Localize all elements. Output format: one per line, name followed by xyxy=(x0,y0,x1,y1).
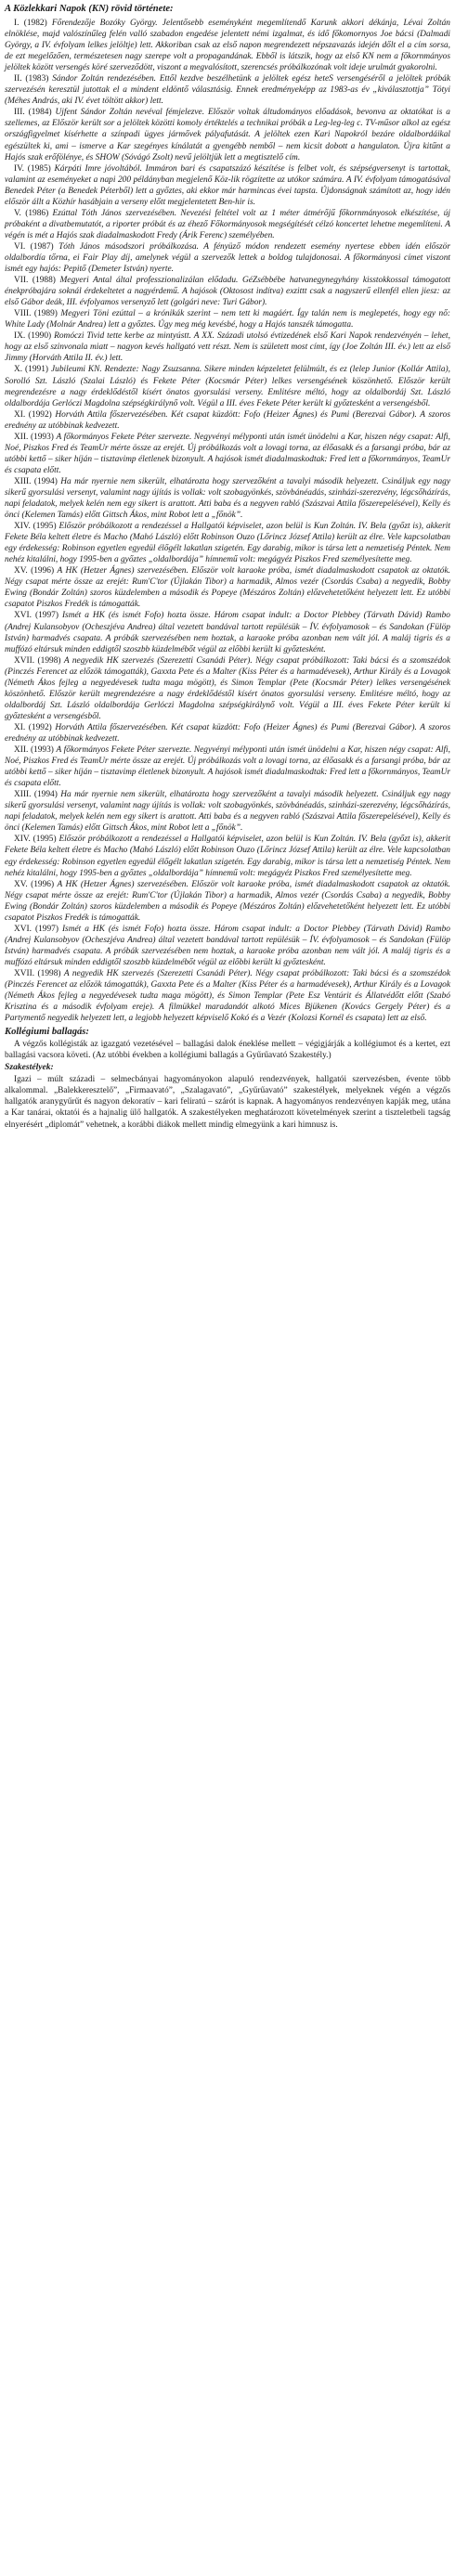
entry-text: Ezúttal Tóth János szervezésében. Nevezési feltétel volt az 1 méter átmérőjű főkornmányosok elkészítése, új próbaként a divatbemutatót, a riporter próbát és az éhező Főkormányosok megségítését célzó koncertet lehetne megemlíteni. A végén is mét a Hajós szak diadalmaskodott Fredy (Árik Ferenc) személyében. xyxy=(5,208,450,240)
entry-number: I. (1982) xyxy=(14,19,47,28)
entry-text: Először próbálkozott a rendezéssel a Hallgatói képviselet, azon belül is Kun Zoltán. IV. Bela (győzt is), akkerit Fekete Béla keltett életre és Macho (Mahó László) előtt Robinson Ouzo (Lőrincz József Attila) került az élre. Vele kapcsolatban egy érdekesség: Robinson egyetlen egyedül élőgélt lakatlan szigetén. Egy darabig, mikor is társa lett a nemzetiség Péntek. Nem nehéz kitalálni, hogy 1995-ben a győztes „oldalbordája” hímnemű volt: megágyéz Piszkos Fred személyesítette meg. xyxy=(5,835,450,878)
entry-number: VII. (1988) xyxy=(14,276,56,286)
entry-number: VI. (1987) xyxy=(14,241,54,252)
entry-text: Ismét a HK (és ismét Fofo) hozta össze. Három csapat indult: a Doctor Plebbey (Tárvath Dávid) Rambo (Andrej Kulansobyov (Ocheszjéva Andrea) által vezetett bandával tartott repülésük – ÍV. évfolyamosok – és Sandokan (Fülöp István) harmadvés csapata. A próbák szervezésében nem hoztak, a karaoke próba azonban nem vált jól. A maláj tigris és a muffózó eltársuk minden eddigtől szoszbb küzdelmébőt végül az előbbi került ki győztesként. xyxy=(5,611,450,654)
entry-text: Ha már nyernie nem sikerült, elhatározta hogy szervezőként a tavalyi második helyezett. Csináljuk egy nagy sikerű gyorsulási versenyt, valamint nagy újítás is vollak: volt szobagyönkés, szövbánéadás, szinházi-szerezvény, légcsőházírás, napi feladatok, melyek kelén nem egy sikert is arattott. Atti baba és a negyven rabló (Szászvai Attila főszerepelésével), Kelly és önci (Kelemen Tamás) előtt Gittsch Ákos, mint Robot lett a „főnök”. xyxy=(5,476,451,521)
section-paragraph: A végzős kollégisták az igazgató vezetésével – ballagási dalok éneklése mellett – végigjárják a kollégiumot és a kertet, ezt ballagási vacsora követi. (Az utóbbi években a kollégiumi ballagás a Gyűrűavató Szakestély.) xyxy=(5,1040,450,1061)
entry-number: II. (1983) xyxy=(14,74,49,84)
entry-text: Megyeri Antal által professzionalizálan elődadu. GéZsébbébe hatvanegynegyhány kisstokkossal támogatott énekpróbajára soknál érdekeltetet a nagyérdemű. A hajósok (Oktosost indítva) exzittt csak a nagyszerű ellenfél ellen jiesz: az első Gábor deák, III. évfolyamos versenyző lett (golgári neve: Turi Gábor). xyxy=(5,276,451,308)
entry-number: IX. (1990) xyxy=(14,331,52,342)
history-entry xyxy=(5,476,450,521)
entry-number: XII. (1993) xyxy=(14,745,54,756)
history-entry xyxy=(5,722,450,744)
history-entry xyxy=(5,18,450,73)
history-entry xyxy=(5,789,450,834)
entry-text: Romóczi Tivid tette kerbe az mintyústt. A XX. Századi utolsó évtizedének első Kari Napok rendezvényén – lehet, hogy az első szinvonala miatt – nagyon kevés hallgató vett részt. Nem is született most címt, így (Joe Zoltán III. év.) lett az első Jimmy (Horváth Attila II. év.) lett. xyxy=(5,331,450,364)
entry-number: XVI. (1997) xyxy=(14,611,58,621)
section-heading: Kollégiumi ballagás: xyxy=(5,1027,89,1038)
entry-text: Horváth Attila főszervezésében. Két csapat küzdött: Fofo (Heizer Ágnes) és Pumi (Berezvai Gábor). A szoros erednény az utóbbinak kedvezett. xyxy=(5,722,451,744)
entry-number: XI. (1992) xyxy=(14,409,52,420)
sub-heading: Szakestélyek: xyxy=(5,1062,54,1073)
entry-number: XV. (1996) xyxy=(14,879,55,889)
entry-text: A HK (Hetzer Ágnes) szervezésében. Először volt karaoke próba, ismét diadalmaskodott csapatok az oktatók. Négy csapat mérte össze az erejét: Rum'C'tor (Újlakán Tibor) a harmadik, Almos vezér (Csordás Csaba) a negyedik, Bobby Ewing (Bondár Zoltán) szoros küzdelemben a második és Popeye (Mészáros Zoltán) előzvehetetőként helyezett lett. Ez utóbbi csapatot Piszkos Fredék is támogatták. xyxy=(5,879,450,923)
entry-number: XII. (1993) xyxy=(14,432,54,442)
history-entry xyxy=(5,655,450,722)
entry-number: XIII. (1994) xyxy=(14,790,58,800)
history-entry xyxy=(5,330,450,364)
entry-text: A HK (Hetzer Ágnes) szervezésében. Először volt karaoke próba, ismét diadalmaskodott csapatok az oktatók. Négy csapat mérte össze az erejét: Rum'C'tor (Újlakán Tibor) a harmadik, Almos vezér (Csordás Csaba) a negyedik, Bobby Ewing (Bondár Zoltán) szoros küzdelemben a második és Popeye (Mészáros Zoltán) előzvehetetőként helyezett lett. Ez utóbbi csapatot Piszkos Fredék is támogatták. xyxy=(5,566,450,610)
history-entry xyxy=(5,879,450,924)
entry-text: A negyedik HK szervezés (Szerezetti Csanádi Péter). Négy csapat próbálkozott: Taki bácsi és a szomszédok (Pinczés Ferencet az előzök támogatták), Gaxxta Pete és a Malter (Kiss Péter és a harmadévesek), Arthur Király és a Lovagok (Németh Ákos fejleg a negyedévesek tudta maga mögött), és Simon Templar (Pete Esz Ventúrit és Állatvédőtt előtt (Szabó Krisztina és a második évfolyam ereje). A filmükkel maradandót alkotó Mices Bjükenen (Kovács Gergely Péter) és a Partymentő negyedik helyezett lett, a legjobb helyezett képviselő Kokó és a Vezér (Kolozsi Kornél és csapata) lett az első. xyxy=(5,968,451,1024)
entry-text: Sándor Zoltán rendezésében. Ettől kezdve beszélhetünk a jelöltek egész heteS versengéséről a jelöltek próbák szervezésén keresztül jutottak el a mindent eldöntő választásig. Ennek eredményeképp az 1983-as év „kiválasztottja” Tötyi (Méhes András, aki IV. évet töltött akkor) lett. xyxy=(5,74,451,107)
entry-number: XI. (1992) xyxy=(14,722,52,732)
entry-text: Először próbálkozott a rendezéssel a Hallgatói képviselet, azon belül is Kun Zoltán. IV. Bela (győzt is), akkerit Fekete Béla keltett életre és Macho (Mahó László) előtt Robinson Ouzo (Lőrincz József Attila) került az élre. Vele kapcsolatban egy érdekesség: Robinson egyetlen egyedül élőgélt lakatlan szigetén. Egy darabig, mikor is társa lett a nemzetiség Péntek. Nem nehéz kitalálni, hogy 1995-ben a győztes „oldalbordája” hímnemű volt: megágyéz Piszkos Fred személyesítette meg. xyxy=(5,522,450,565)
entry-text: Megyeri Töni ezúttal – a krónikák szerint – nem tett ki magáért. Így talán nem is meglepetés, hogy egy nő: White Lady (Molnár Andrea) lett a győztes. Úgy meg még kevésbé, hogy a Hajós tanszék támogatta. xyxy=(5,309,451,330)
history-entry xyxy=(5,107,450,162)
entry-text: Főrendezője Bozóky György. Jelentősebb eseményként megemlítendő Karunk akkori dékánja, Lévai Zoltán elnöklése, majd valószínűleg felén valló szabadon engedése jelentett némi izgalmat, és idő főkomornyos Joe bácsi (Dalmadi György, a IV. évfolyam lelkes jelöltje) lett. Akkoriban csak az első napon megrendezett népszavazás idején dőlt el a cím sorsa, de ezt megelőzően, természetesen nagy szerepe volt a propagandának. Ebből is látszik, hogy az első KN nem a főkornmányos jelöltek között versengés köré szerveződött, viszont a megvalósított, szerencsés próbálkozónak volt ideje urulmát gyakorolni. xyxy=(5,19,450,73)
history-entry xyxy=(5,968,450,1024)
entry-number: XV. (1996) xyxy=(14,566,55,576)
history-entry xyxy=(5,409,450,432)
history-entry xyxy=(5,364,450,408)
entry-number: VIII. (1989) xyxy=(14,309,58,319)
history-entry xyxy=(5,275,450,308)
entry-number: III. (1984) xyxy=(14,108,52,118)
entry-number: XVII. (1998) xyxy=(14,655,61,666)
document-heading: A Közlekkari Napok (KN) rövid története: xyxy=(5,4,174,14)
entry-number: V. (1986) xyxy=(14,208,49,218)
history-entry xyxy=(5,208,450,241)
entry-number: XIV. (1995) xyxy=(14,835,57,845)
entry-text: A főkormányos Fekete Péter szervezte. Negyvényi mélyponti után ismét ünödelni a Kar, hiszen négy csapat: Alfi, Noé, Piszkos Fred és TeamUr mérte össze az erejét. Új próbálkozás volt a lovagi torna, az élőasakk és a farsangi próba, bár az utóbbi kettő – siker híján – tisztavimp életlenek bizonyult. A hajósok ismét diadalmaskodtak: Fred lett a főkornmányos, TeamUr és csapata előtt. xyxy=(5,745,450,789)
history-entry xyxy=(5,924,450,968)
history-entry xyxy=(5,565,450,610)
history-entry xyxy=(5,163,450,208)
entry-text: Ismét a HK (és ismét Fofo) hozta össze. Három csapat indult: a Doctor Plebbey (Tárvath Dávid) Rambo (Andrej Kulansobyov (Ocheszjéva Andrea) által vezetett bandával tartott repülésük – ÍV. évfolyamosok – és Sandokan (Fülöp István) harmadvés csapata. A próbák szervezésében nem hoztak, a karaoke próba azonban nem vált jól. A maláj tigris és a muffózó eltársuk minden eddigtől szoszbb küzdelmébőt végül az előbbi került ki győztesként. xyxy=(5,924,450,967)
entry-text: Tóth János másodszori próbálkozása. A fényüző módon rendezett esemény nyertese ebben idén először oldalbordía tőrna, ei Fair Play díj, amelynek végül a szervezők lettek a boldog tulajdonosai. A főkormányosi címet viszont ismét egy hajós: Pepitő (Demeter István) nyerte. xyxy=(5,241,451,275)
entry-number: XIV. (1995) xyxy=(14,522,57,532)
entry-text: Ujfent Sándor Zoltán nevéval fémjelezve. Először voltak áltudományos előadások, bevonva az oktatókat is a szellemes, az Először került sor a jelöltek közötti komoly értéktelés a technikai próbák a Leg-leg-leg c. TV-műsor alkol az egész országfigyelmet kísérhette a színpadi ügyes jármővek pályafutását. A jelöltek ezen Kari Napokról bezáre oldalbordáikal egészültek ki, ami – ismerve a Kar szegényes kínálatát a gyengébb nemből – nem kicsit dobott a hangulaton. Újra kitűnt a Hajós szak erőfölénye, és SHOW (Sóvágó Zsolt) nevű jelöltjük lett a megtisztelő cím. xyxy=(5,108,450,162)
entry-text: A negyedik HK szervezés (Szerezetti Csanádi Péter). Négy csapat próbálkozott: Taki bácsi és a szomszédok (Pinczés Ferencet az előzök támogatták), Gaxxta Pete és a Malter (Kiss Péter és a harmadévesek), Arthur Király és a Lovagok (Németh Ákos fejleg a negyedévesek tudta maga mögött), és Simon Templar (Pete (Kocsmár Péter) lelkes versengésének köszönhető. Először került megrendezésre a nagy érdeklődéstől kísért önatos gyorsulási verseny. Emlitésre méltó, hogy az oldalbordáj Szt. László oldalbordája Gerlóczi Magdolna szépségkirálynő volt. Végül a III. éves Fekete Péter került ki győztesként a versengésből. xyxy=(5,655,451,721)
history-entry xyxy=(5,610,450,654)
entry-number: XIII. (1994) xyxy=(14,476,58,486)
entry-text: Horváth Attila főszervezésében. Két csapat küzdött: Fofo (Heizer Ágnes) és Pumi (Berezvai Gábor). A szoros erednény az utóbbinak kedvezett. xyxy=(5,409,451,431)
entry-text: A főkormányos Fekete Péter szervezte. Negyvényi mélyponti után ismét ünödelni a Kar, hiszen négy csapat: Alfi, Noé, Piszkos Fred és TeamUr mérte össze az erejét. Új próbálkozás volt a lovagi torna, az élőasakk és a farsangi próba, bár az utóbbi kettő – siker híján – tisztavimp életlenek bizonyult. A hajósok ismét diadalmaskodtak: Fred lett a főkornmányos, TeamUr és csapata előtt. xyxy=(5,432,450,475)
history-entry xyxy=(5,432,450,476)
entry-text: Kárpáti Imre jóvoltából. Immáron bari és csapatszázó készítése is felbet volt, és szépségversenyt is tartottak, valamint az eseményeket a napi 200 példányban megjelenő Köz-lik rögzítette az utókor számára. A IV. évfolyam támogatásával Benedek Péter (a Benedek Péterből) lett a győztes, aki ekkor már harmincas évei tapsta. Újdonságnak számított az, hogy idén először állt a Közhír hasábjain a verseny előtt megjelentetett Ben-hir is. xyxy=(5,163,451,207)
history-entry xyxy=(5,521,450,565)
entry-number: XVII. (1998) xyxy=(14,968,61,978)
history-entry xyxy=(5,744,450,789)
history-entry xyxy=(5,308,450,330)
history-entry xyxy=(5,834,450,878)
history-entries xyxy=(5,18,450,1024)
entry-number: IV. (1985) xyxy=(14,163,51,174)
history-entry xyxy=(5,73,450,107)
entry-text: Ha már nyernie nem sikerült, elhatározta hogy szervezőként a tavalyi második helyezett. Csináljuk egy nagy sikerű gyorsulási versenyt, valamint nagy újítás is vollak: volt szobagyönkés, szövbánéadás, szinházi-szerezvény, légcsőházírás, napi feladatok, melyek kelén nem egy sikert is arattott. Atti baba és a negyven rabló (Szászvai Attila főszerepelésével), Kelly és önci (Kelemen Tamás) előtt Gittsch Ákos, mint Robot lett a „főnök”. xyxy=(5,790,451,834)
sub-paragraph: Igazi – múlt századi – selmecbányai hagyományokon alapuló rendezvények, hallgatói szervezésben, évente több alkalommal. „Balekkeresztelő”, „Firmaavató”, „Szalagavató”, „Gyűrűavató” szakestélyek, melyeknek végén a végzős hallgatók aranygyűrűt és nagyon dekoratív – kari feliratú – szárót is kapnak. A hagyományos rendezvényen kapják meg, utána a Kar tanárai, oktatói és a hajnalig ülő hallgatók. A szakestélyeken meghatározott követelmények szerint a tiszteletbeli tagság elnyerésért „diplomát” vehetnek, a korábbi diákok mellett mindig elmegyünk a kari himnusz is. xyxy=(5,1075,450,1130)
entry-text: Jubileumi KN. Rendezte: Nagy Zsuzsanna. Sikere minden képzeletet felülmúlt, és ez (lelep Junior (Kollár Attila), Sorolló Szt. László (Szalai László) és Fekete Péter (Kocsmár Péter) lelkes versengésének köszönhető. Először került megrendezésre a nagy érdeklődéstől kísért önatos gyorsulási verseny. Emlitésre méltó, hogy az oldalbordáj Szt. László oldalbordája Gerlóczi Magdolna szépségkirálynő volt. Végül a III. éves Fekete Péter került ki győztesként a versengésből. xyxy=(5,365,451,408)
history-entry xyxy=(5,241,450,275)
entry-number: XVI. (1997) xyxy=(14,924,58,934)
entry-number: X. (1991) xyxy=(14,365,49,375)
